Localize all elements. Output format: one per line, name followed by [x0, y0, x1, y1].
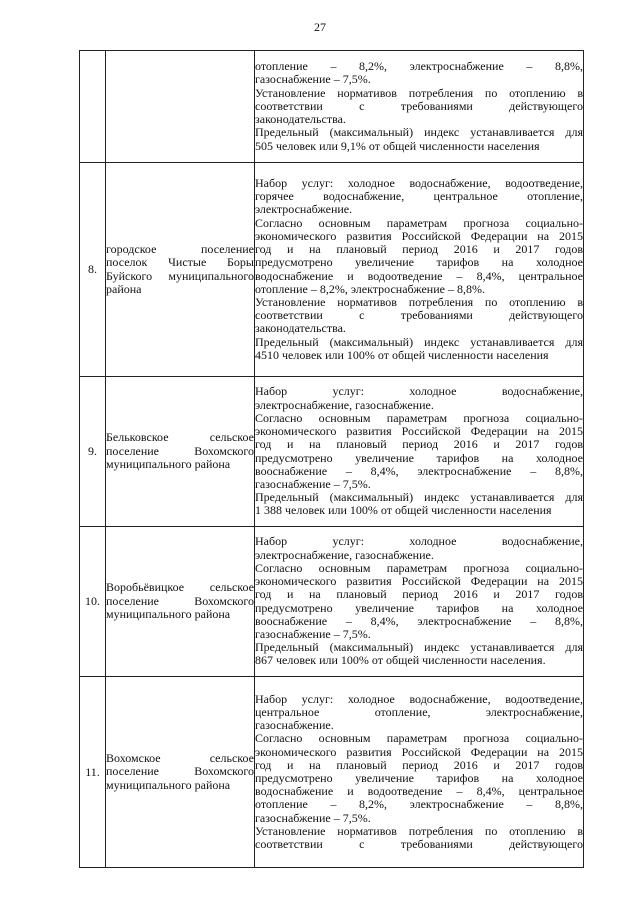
name-line: поселение Вохомского: [106, 443, 254, 458]
desc-line: Согласно основным параметрам прогноза социально-: [255, 560, 583, 575]
row-description: [255, 51, 584, 163]
desc-line: законодательства.: [255, 112, 346, 127]
row-number: 8.: [80, 163, 106, 377]
row-number: [80, 51, 106, 163]
desc-line: год и на плановый период 2016 и 2017 годов: [255, 757, 583, 772]
desc-line: предусмотрено увеличение тарифов на холодное: [255, 600, 583, 615]
name-line: городское поселение: [106, 241, 254, 256]
desc-line: газоснабжение – 7,5%.: [255, 72, 371, 87]
desc-line: экономического развития Российской Федерации на 2015: [255, 574, 583, 589]
desc-line: газоснабжение – 7,5%.: [255, 810, 371, 825]
row-description: [255, 377, 584, 527]
name-line: поселок Чистые Боры: [106, 255, 254, 269]
desc-line: Набор услуг: холодное водоснабжение, водоотведение,: [255, 691, 583, 706]
desc-line: электроснабжение, газоснабжение.: [255, 397, 434, 412]
desc-line: 505 человек или 9,1% от общей численности населения: [255, 138, 540, 153]
name-line: Воробьёвицкое сельское: [106, 580, 254, 595]
desc-line: 867 человек или 100% от общей численности населения.: [255, 653, 546, 668]
row-number: 9.: [80, 377, 106, 527]
desc-line: Установление нормативов потребления по отоплению в: [255, 823, 583, 838]
desc-line: 1 388 человек или 100% от общей численности населения: [255, 503, 552, 518]
desc-line: предусмотрено увеличение тарифов на холодное: [255, 771, 583, 785]
desc-line: газоснабжение – 7,5%.: [255, 626, 371, 641]
table-row: [80, 51, 584, 163]
settlement-name: [106, 377, 255, 527]
desc-line: отопление – 8,2%, электроснабжение – 8,8%.: [255, 281, 485, 296]
settlements-table: [79, 50, 584, 868]
page-number: 27: [314, 20, 326, 34]
name-line: района: [106, 282, 142, 296]
name-line: Вохомское сельское: [106, 750, 254, 765]
name-line: муниципального района: [106, 457, 231, 472]
row-description: [255, 163, 584, 377]
desc-line: Установление нормативов потребления по отоплению в: [255, 85, 583, 100]
row-number: 10.: [80, 527, 106, 677]
table-row: [80, 377, 584, 527]
desc-line: Согласно основным параметрам прогноза социально-: [255, 410, 583, 425]
desc-line: год и на плановый период 2016 и 2017 годов: [255, 437, 583, 452]
row-description: [255, 677, 584, 868]
desc-line: воoснабжение – 8,4%, электроснабжение – 8,8%,: [255, 613, 583, 628]
name-line: поселение Вохомского: [106, 593, 254, 608]
desc-line: Предельный (максимальный) индекс устанавливается для: [255, 125, 583, 140]
desc-line: центральное отопление, электроснабжение,: [255, 704, 583, 719]
desc-line: законодательства.: [255, 321, 346, 336]
desc-line: Предельный (максимальный) индекс устанавливается для: [255, 640, 583, 655]
name-line: поселение Вохомского: [106, 764, 254, 779]
desc-line: Набор услуг: холодное водоснабжение, водоотведение,: [255, 176, 583, 191]
settlement-name: [106, 677, 255, 868]
settlement-name: [106, 163, 255, 377]
desc-line: Набор услуг: холодное водоснабжение,: [255, 534, 583, 549]
desc-line: горячее водоснабжение, центральное отопление,: [255, 189, 583, 204]
desc-line: воoснабжение – 8,4%, электроснабжение – 8,8%,: [255, 463, 583, 478]
desc-line: Набор услуг: холодное водоснабжение,: [255, 384, 583, 399]
desc-line: соответствии с требованиями действующего: [255, 837, 583, 852]
desc-line: экономического развития Российской Федерации на 2015: [255, 744, 583, 759]
desc-line: Установление нормативов потребления по отоплению в: [255, 294, 583, 309]
desc-line: соответствии с требованиями действующего: [255, 308, 583, 323]
name-line: муниципального района: [106, 607, 231, 622]
name-line: Бельковское сельское: [106, 430, 254, 445]
settlement-name: [106, 527, 255, 677]
desc-line: 4510 человек или 100% от общей численности населения: [255, 347, 549, 362]
desc-line: предусмотрено увеличение тарифов на холодное: [255, 255, 583, 270]
table-row: [80, 163, 584, 377]
desc-line: электроснабжение.: [255, 202, 353, 217]
name-line: муниципального района: [106, 777, 231, 792]
settlement-name: [106, 51, 255, 163]
desc-line: экономического развития Российской Федерации на 2015: [255, 228, 583, 243]
desc-line: водоснабжение и водоотведение – 8,4%, центральное: [255, 268, 583, 283]
desc-line: отопление – 8,2%, электроснабжение – 8,8%,: [255, 797, 583, 812]
desc-line: Согласно основным параметрам прогноза социально-: [255, 731, 583, 746]
desc-line: водоснабжение и водоотведение – 8,4%, центральное: [255, 784, 583, 799]
desc-line: Предельный (максимальный) индекс устанавливается для: [255, 334, 583, 349]
desc-line: год и на плановый период 2016 и 2017 годов: [255, 242, 583, 257]
desc-line: газоснабжение.: [255, 718, 334, 733]
table-row: [80, 527, 584, 677]
desc-line: электроснабжение, газоснабжение.: [255, 547, 434, 562]
desc-line: год и на плановый период 2016 и 2017 годов: [255, 587, 583, 602]
table-row: [80, 677, 584, 868]
name-line: Буйского муниципального: [106, 268, 254, 283]
desc-line: отопление – 8,2%, электроснабжение – 8,8%,: [255, 59, 583, 74]
desc-line: предусмотрено увеличение тарифов на холодное: [255, 450, 583, 465]
desc-line: экономического развития Российской Федерации на 2015: [255, 424, 583, 439]
desc-line: газоснабжение – 7,5%.: [255, 476, 371, 491]
row-number: 11.: [80, 677, 106, 868]
desc-line: Предельный (максимальный) индекс устанавливается для: [255, 490, 583, 505]
desc-line: соответствии с требованиями действующего: [255, 98, 583, 113]
row-description: [255, 527, 584, 677]
desc-line: Согласно основным параметрам прогноза социально-: [255, 215, 583, 230]
